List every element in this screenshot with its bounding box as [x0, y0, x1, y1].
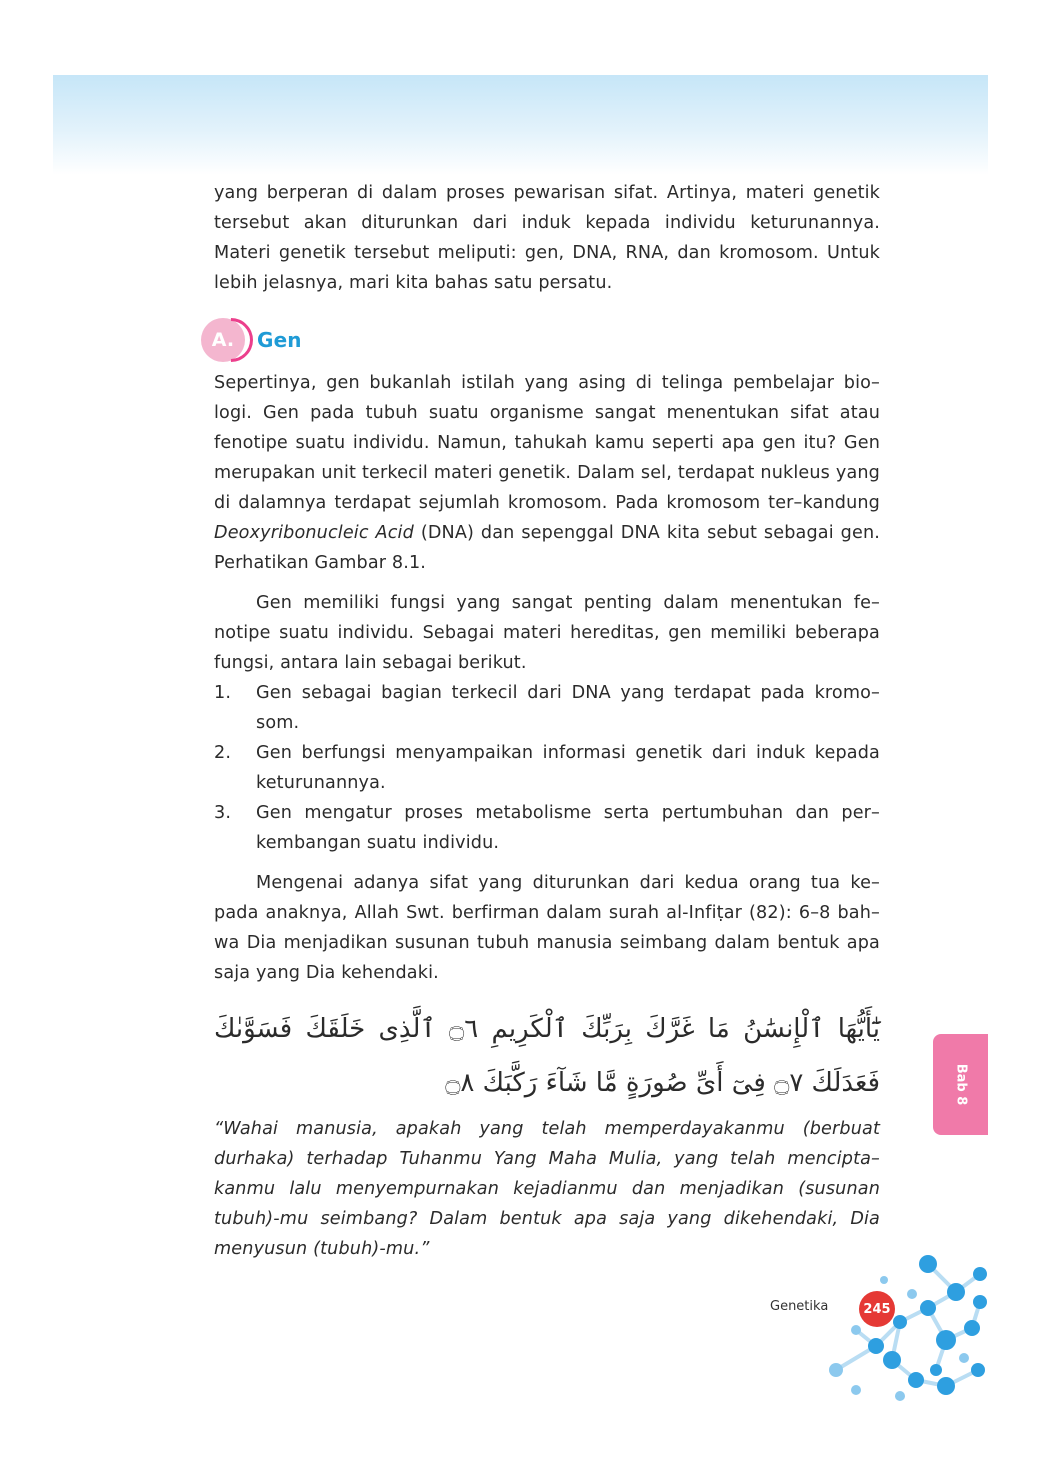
list-text: Gen berfungsi menyampaikan informasi genetik dari induk kepada keturunannya. [256, 743, 880, 793]
list-item [214, 738, 880, 798]
function-list [214, 678, 880, 858]
chapter-side-tab [933, 1034, 988, 1135]
list-text: Gen mengatur proses metabolisme serta pertumbuhan dan per–kembangan suatu individu. [256, 803, 880, 853]
paragraph-quran-intro: Mengenai adanya sifat yang diturunkan dari kedua orang tua ke–pada anaknya, Allah Swt. berfirman dalam surah al-Infiṭar (82): 6–8 bah–wa Dia menjadikan susunan tubuh manusia seimbang dalam bentuk apa saja yang Dia kehendaki. [214, 873, 880, 983]
molecule-decoration-icon [796, 1250, 988, 1402]
arabic-verse: يَٰٓأَيُّهَا ٱلْإِنسَٰنُ مَا غَرَّكَ بِرَبِّكَ ٱلْكَرِيمِ ۝٦ ٱلَّذِى خَلَقَكَ فَسَوَّىٰكَ فَعَدَلَكَ ۝٧ فِىٓ أَىِّ صُورَةٍ مَّا شَآءَ رَكَّبَكَ ۝٨ [214, 1014, 880, 1098]
paragraph-gen-definition [214, 368, 880, 578]
paragraph1-italic-term: Deoxyribonucleic Acid [214, 523, 414, 543]
page-content [211, 178, 880, 1264]
list-item [214, 798, 880, 858]
intro-paragraph: yang berperan di dalam proses pewarisan sifat. Artinya, materi genetik tersebut akan diturunkan dari induk kepada individu keturunannya. Materi genetik tersebut meliputi: gen, DNA, RNA, dan kromosom. Untuk lebih jelasnya, mari kita bahas satu persatu. [214, 183, 880, 293]
page-number: 245 [859, 1291, 895, 1327]
list-item [214, 678, 880, 738]
paragraph1-text-a: Sepertinya, gen bukanlah istilah yang asing di telinga pembelajar bio–logi. Gen pada tubuh suatu organisme sangat menentukan sifat atau fenotipe suatu individu. Namun, tahukah kamu seperti apa gen itu? Gen merupakan unit terkecil materi genetik. Dalam sel, terdapat nukleus yang di dalamnya terdapat sejumlah kromosom. Pada kromosom ter–kandung [214, 373, 880, 513]
section-title: Gen [257, 328, 302, 352]
section-heading [201, 318, 880, 362]
list-number: 2. [214, 743, 232, 763]
section-badge [201, 318, 245, 362]
verse-translation: “Wahai manusia, apakah yang telah memperdayakanmu (berbuat durhaka) terhadap Tuhanmu Yang Maha Mulia, yang telah mencipta–kanmu lalu menyempurnakan kejadianmu dan menjadikan (susunan tubuh)-mu seimbang? Dalam bentuk apa saja yang dikehendaki, Dia menyusun (tubuh)-mu.” [214, 1119, 880, 1259]
list-text: Gen sebagai bagian terkecil dari DNA yang terdapat pada kromo–som. [256, 683, 880, 733]
list-number: 3. [214, 803, 232, 823]
paragraph1-text-b: (DNA) dan sepenggal DNA kita sebut sebagai gen. Perhatikan Gambar 8.1. [214, 523, 880, 573]
section-badge-letter: A. [211, 329, 235, 351]
chapter-tab-label: Bab 8 [953, 1063, 968, 1106]
paragraph-gen-function: Gen memiliki fungsi yang sangat penting dalam menentukan fe–notipe suatu individu. Sebagai materi hereditas, gen memiliki beberapa fungsi, antara lain sebagai berikut. [214, 593, 880, 673]
list-number: 1. [214, 683, 232, 703]
header-band [53, 75, 988, 175]
chapter-footer-label: Genetika [770, 1299, 829, 1314]
